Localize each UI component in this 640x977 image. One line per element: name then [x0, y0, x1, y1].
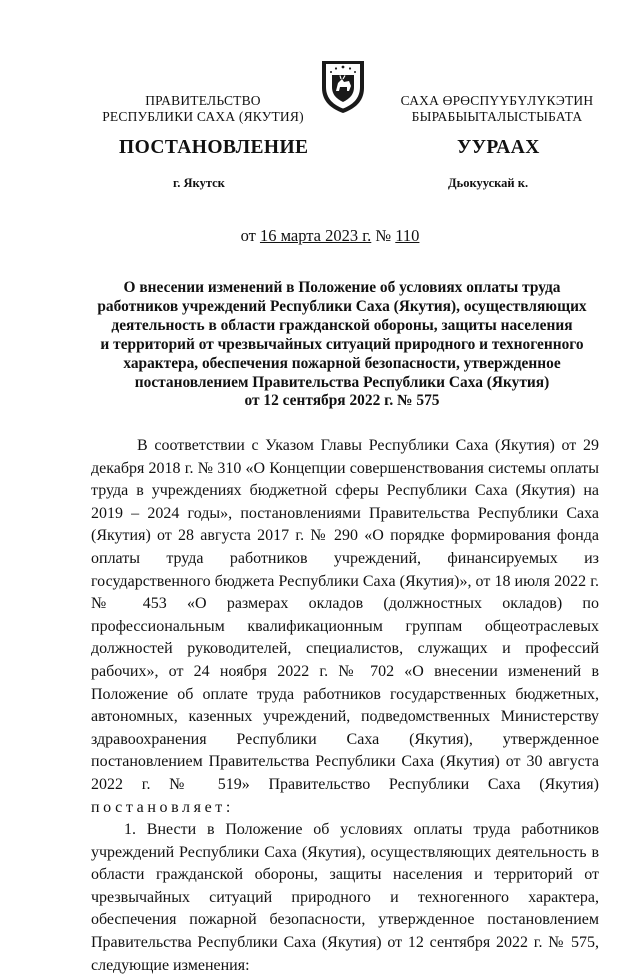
- header-right: [387, 93, 607, 125]
- decree-date: 16 марта 2023 г.: [259, 226, 372, 245]
- title-line: характера, обеспечения пожарной безопасности, утвержденное: [123, 354, 561, 372]
- doc-type-yakut: УУРААХ: [457, 137, 540, 158]
- header-left-line-2: РЕСПУБЛИКИ САХА (ЯКУТИЯ): [102, 109, 304, 124]
- decree-word: постановляет:: [91, 798, 234, 816]
- title-line: от 12 сентября 2022 г. № 575: [244, 392, 440, 410]
- header-left: [93, 93, 313, 125]
- document-title: [92, 279, 592, 411]
- preamble-paragraph: [91, 435, 599, 819]
- city-yakut: Дьокуускай к.: [448, 176, 529, 190]
- title-line: постановлением Правительства Республики Саха (Якутия): [134, 373, 550, 391]
- number-sign: №: [375, 226, 392, 245]
- sakha-yakutia-coat-of-arms-icon: [318, 58, 368, 114]
- item-1-paragraph: 1. Внести в Положение об условиях оплаты труда работников учреждений Республики Саха (Якутия), осуществляющих деятельность в области гражданской обороны, защиты населения и территорий от чрезвычайных ситуаций природного и техногенного характера, обеспечения пожарной безопасности, утвержденное постановлением Правительства Республики Саха (Якутия) от 12 сентября 2022 г. № 575, следующие изменения:: [91, 821, 599, 974]
- preamble-text: В соответствии с Указом Главы Республики Саха (Якутия) от 29 декабря 2018 г. № 310 «О Концепции совершенствования системы оплаты труда в учреждениях бюджетной сферы Республики Саха (Якутия) на 2019 – 2024 годы», постановлениями Правительства Республики Саха (Якутия) от 28 августа 2017 г. № 290 «О порядке формирования фонда оплаты труда работников учреждений, финансируемых из государственного бюджета Республики Саха (Якутия)», от 18 июля 2022 г. № 453 «О размерах окладов (должностных окладов) по профессиональным квалификационным группам общеотраслевых должностей руководителей, специалистов, служащих и профессий рабочих», от 24 ноября 2022 г. № 702 «О внесении изменений в Положение об оплате труда работников государственных бюджетных, автономных, казенных учреждений, подведомственных Министерству здравоохранения Республики Саха (Якутия), утвержденное постановлением Правительства Республики Саха (Якутия) от 30 августа 2022 г. № 519» Правительство Республики Саха (Якутия): [91, 437, 599, 793]
- city-russian: г. Якутск: [173, 176, 225, 190]
- date-prefix: от: [240, 226, 256, 245]
- document-body: [91, 435, 599, 977]
- doc-type-russian: ПОСТАНОВЛЕНИЕ: [119, 137, 309, 158]
- date-number-line: [0, 226, 640, 246]
- title-line: О внесении изменений в Положение об условиях оплаты труда: [123, 279, 561, 296]
- title-line: работников учреждений Республики Саха (Якутия), осуществляющих: [97, 297, 587, 315]
- header-left-line-1: ПРАВИТЕЛЬСТВО: [145, 93, 261, 108]
- title-line: и территорий от чрезвычайных ситуаций природного и техногенного: [100, 335, 584, 353]
- header-right-line-1: САХА ӨРӨСПҮҮБҮЛҮКЭТИН: [400, 93, 594, 108]
- decree-number: 110: [395, 226, 420, 245]
- title-line: деятельность в области гражданской обороны, защиты населения: [111, 316, 573, 334]
- header-right-line-2: БЫРАБЫЫТАЛЫСТЫБАТА: [411, 109, 583, 124]
